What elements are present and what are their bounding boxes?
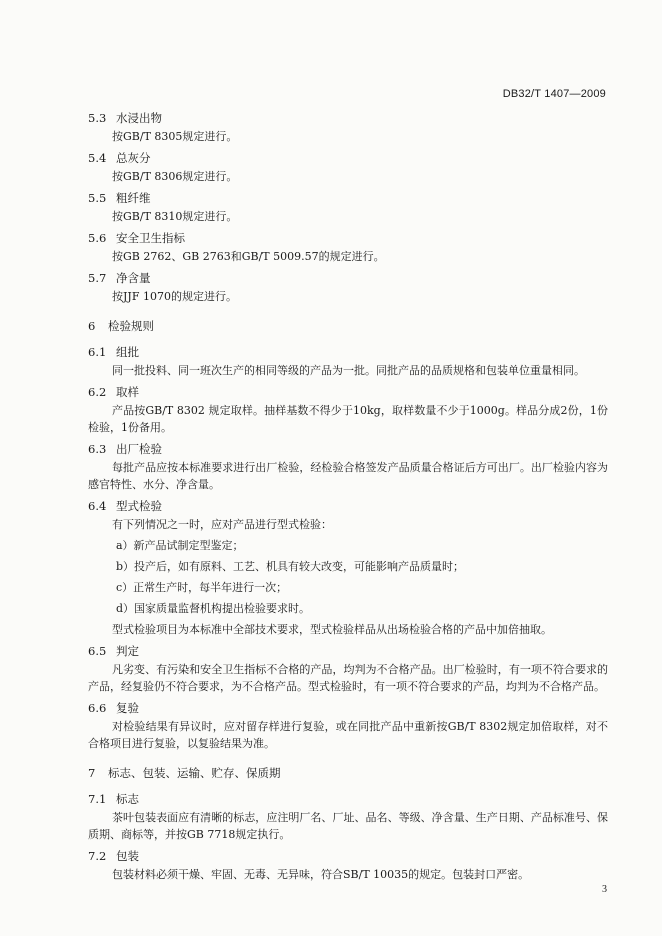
- section-text: 凡劣变、有污染和安全卫生指标不合格的产品，均判为不合格产品。出厂检验时，有一项不符合要求的产品，经复验仍不符合要求，为不合格产品。型式检验时，有一项不符合要求的产品，均判为不合格产品。: [88, 663, 608, 693]
- section-6-6: [88, 699, 608, 752]
- list-item: a）新产品试制定型鉴定；: [116, 539, 244, 552]
- section-7-1: [88, 790, 608, 843]
- section-heading: 7.1 标志: [88, 792, 139, 806]
- page-number: 3: [602, 884, 607, 895]
- section-text: 按GB/T 8306规定进行。: [112, 170, 238, 183]
- section-intro: 有下列情况之一时，应对产品进行型式检验：: [112, 518, 332, 531]
- list-item: b）投产后，如有原料、工艺、机具有较大改变，可能影响产品质量时；: [116, 560, 465, 573]
- section-text: 对检验结果有异议时，应对留存样进行复验，或在同批产品中重新按GB/T 8302规定加倍取样，对不合格项目进行复验，以复验结果为准。: [88, 720, 608, 750]
- section-heading: 5.4 总灰分: [88, 151, 151, 165]
- section-outro: 型式检验项目为本标准中全部技术要求，型式检验样品从出场检验合格的产品中加倍抽取。: [112, 623, 552, 636]
- section-heading: 6.5 判定: [88, 644, 139, 658]
- section-6-3: [88, 440, 608, 493]
- section-text: 茶叶包装表面应有清晰的标志，应注明厂名、厂址、品名、等级、净含量、生产日期、产品标准号、保质期、商标等，并按GB 7718规定执行。: [88, 811, 608, 841]
- section-text: 包装材料必须干燥、牢固、无毒、无异味，符合SB/T 10035的规定。包装封口严密。: [112, 868, 530, 881]
- section-text: 按GB 2762、GB 2763和GB/T 5009.57的规定进行。: [112, 250, 385, 263]
- section-heading: 6.1 组批: [88, 345, 139, 359]
- list-item: d）国家质量监督机构提出检验要求时。: [116, 602, 311, 615]
- section-text: 按GB/T 8310规定进行。: [112, 210, 238, 223]
- list-item: c）正常生产时，每半年进行一次；: [116, 581, 288, 594]
- section-6-4: [88, 497, 608, 638]
- section-heading: 5.5 粗纤维: [88, 191, 151, 205]
- section-heading: 5.7 净含量: [88, 271, 151, 285]
- section-text: 每批产品应按本标准要求进行出厂检验，经检验合格签发产品质量合格证后方可出厂。出厂检验内容为感官特性、水分、净含量。: [88, 461, 608, 491]
- section-6-2: [88, 383, 608, 436]
- section-heading: 5.6 安全卫生指标: [88, 231, 185, 245]
- document-body: [88, 109, 608, 887]
- section-7-2: [88, 847, 608, 883]
- standard-code: DB32/T 1407—2009: [502, 88, 606, 100]
- section-5-7: [88, 269, 608, 305]
- section-heading: 7.2 包装: [88, 849, 139, 863]
- section-5-5: [88, 189, 608, 225]
- section-heading: 5.3 水浸出物: [88, 111, 162, 125]
- section-heading: 6.2 取样: [88, 385, 139, 399]
- section-5-3: [88, 109, 608, 145]
- section-text: 按JJF 1070的规定进行。: [112, 290, 237, 303]
- section-6-5: [88, 642, 608, 695]
- section-6-1: [88, 343, 608, 379]
- section-text: 同一批投料、同一班次生产的相同等级的产品为一批。同批产品的品质规格和包装单位重量相同。: [112, 364, 585, 377]
- section-text: 按GB/T 8305规定进行。: [112, 130, 238, 143]
- section-heading: 6.3 出厂检验: [88, 442, 162, 456]
- chapter-6-heading: 6 检验规则: [88, 319, 154, 333]
- section-5-6: [88, 229, 608, 265]
- chapter-7-heading: 7 标志、包装、运输、贮存、保质期: [88, 766, 281, 780]
- section-5-4: [88, 149, 608, 185]
- section-heading: 6.4 型式检验: [88, 499, 162, 513]
- section-text: 产品按GB/T 8302 规定取样。抽样基数不得少于10kg，取样数量不少于1000g。样品分成2份，1份检验，1份备用。: [88, 404, 608, 434]
- section-heading: 6.6 复验: [88, 701, 139, 715]
